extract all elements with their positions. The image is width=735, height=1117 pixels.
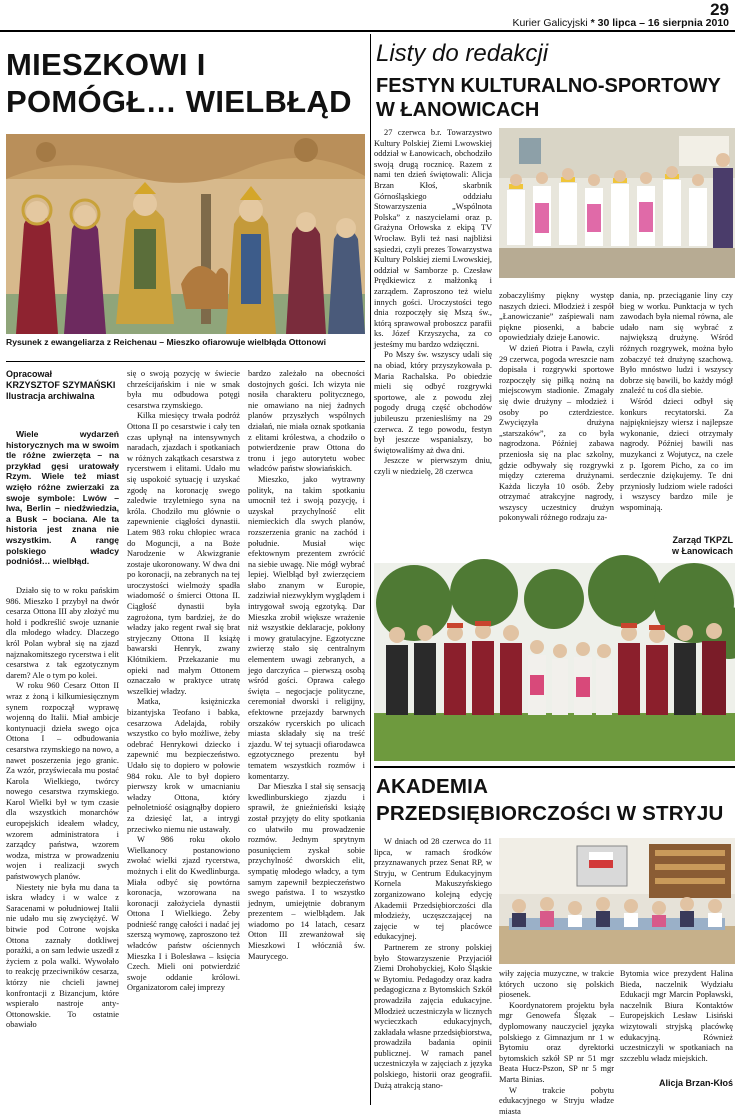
article3-column-1 — [374, 837, 492, 1103]
article1-paragraph: Niestety nie była mu dana ta iskra władcy i w walce z Saracenami w południowej Italii nie udało mu się zwyciężyć. W bitwie pod Cotrone wojska Ottona zaznały dotkliwej porażki, a on sam ledwie uszedł z życiem z pola walki. Wywołało to reakcję przeciwników cesarza, którzy nie chcieli jawnej konfrontacji z Bizancjum, które wspierało nastroje anty-Ottonowskie. To ostatnie obawiało — [6, 882, 119, 1030]
article3-column-3 — [620, 969, 733, 1073]
article3-title-line1: AKADEMIA — [376, 775, 489, 798]
manuscript-illustration — [6, 134, 365, 334]
article1-lede — [6, 429, 119, 581]
article1-paragraph: W 986 roku około Wielkanocy postanowiono zwołać wielki zjazd rycerstwa, możnych i elit do Kwedlinburga. Miała odbyć się powtórna koronacja, wzorowana na koronacji założyciela dynastii Ottona I Wielkiego. Żeby podnieść rangę całości i nadać jej szerszą wymowę, zaproszono też władców państw ościennych Mieszka I i Bolesława – księcia Czech. Mieli oni potwierdzić swoje oddanie królowi. Organizatorom całej imprezy — [127, 835, 240, 993]
classroom-photo — [499, 838, 735, 964]
article1-column-1 — [6, 586, 119, 1100]
publication-name: Kurier Galicyjski — [512, 17, 588, 29]
article1-column-2 — [127, 369, 240, 1100]
article1-paragraph: bardzo zależało na obecności dostojnych gości. Ich wizyta nie nosiła charakteru politycznego, nie omawiano na niej żadnych planów przyszłych wspólnych działań, nie miała oznak spotkania z elitami królestwa, a chodziło o potwierdzenie praw Ottona do tronu i jego autorytetu wobec władców państw słowiańskich. — [248, 369, 365, 474]
issue-dates: 30 lipca – 16 sierpnia 2010 — [597, 17, 729, 29]
manuscript-illustration-image — [6, 134, 365, 334]
article1-paragraph: się o swoją pozycję w świecie chrześcijańskim i nie w smak była mu odbudowa potęgi cesarstwa rzymskiego. — [127, 369, 240, 410]
article2-column-3 — [620, 291, 733, 536]
article2-column-1 — [374, 128, 492, 560]
section-rule — [374, 766, 735, 768]
article2-title-line1: FESTYN KULTURALNO-SPORTOWY — [376, 75, 721, 97]
article2-title-line2: W ŁANOWICACH — [376, 99, 540, 121]
article1-paragraph: Kilka miesięcy trwała podróż Ottona II po cesarstwie i cały ten czas upłynął na intensywnych naradach, zjazdach i spotkaniach w różnych zakątkach cesarstwa z rycerstwem i elitami. Udało mu się uspokoić sytuację i uzyskać zgodę na koronację swego zaledwie trzyletniego syna na króla. Chodziło mu głównie o zapewnienie ciągłości dynastii. Latem 983 roku chłopiec wraca do Moguncji, a na Boże Narodzenie w Akwizgranie zostaje ukoronowany. W dwa dni po koronacji, na zebranych na tej uroczystości wielmoży spadła wiadomość o śmierci Ottona II. Ciągłość dynastii była zagrożona, tym bardziej, że do władzy jako regent rwał się brat stryjeczny Ottona II książę bawarski Henryk, zwany Kłótnikiem. Przekazanie mu opieki nad małym Ottonem oznaczało w praktyce utratę wszelkiej władzy. — [127, 411, 240, 696]
byline-author: KRZYSZTOF SZYMAŃSKI — [6, 380, 116, 390]
article3-paragraph: W dniach od 28 czerwca do 11 lipca, w ramach środków przyznawanych przez Senat RP, w Stryju, w Centrum Edukacyjnym Kornela Makuszyńskiego zorganizowano kolejną edycję Akademii Przedsiębiorczości dla młodzieży, uczęszczającej na zajęcie w tej placówce edukacyjnej. — [374, 837, 492, 942]
article3-paragraph: wiły zajęcia muzyczne, w trakcie których uczono się polskich piosenek. — [499, 969, 614, 1000]
section-kicker: Listy do redakcji — [376, 40, 549, 67]
article3-paragraph: Bytomia wice prezydent Halina Bieda, naczelnik Wydziału Edukacji mgr Marcin Popławski, naczelnik Biura Kontaktów Europejskich Lesław Lisiński wizytowali stryjską placówkę edukacyjną. Również uczestniczyli w spotkaniach na szczeblu władz miejskich. — [620, 969, 733, 1063]
article1-paragraph: Działo się to w roku pańskim 986. Mieszko I przybył na dwór cesarza Ottona III aby złożyć mu hołd i podkreślić swoje uznanie dla młodego władcy. Dlaczego król Polan wybrał się na zjazd najznakomitszego rycerstwa i elit cesarstwa z tak egzotycznym darem? Ale o tym po kolei. — [6, 586, 119, 680]
header-rule — [0, 30, 735, 32]
classroom-photo-image — [499, 838, 735, 964]
article3-paragraph: Partnerem ze strony polskiej było Stowarzyszenie Przyjaciół Ziemi Drohobyckiej, Koło Śląskie w Bytomiu. Pedagodzy oraz kadra pedagogiczna z Bytomskich Szkół prowadziła zajęcia edukacyjne. Młodzież uczestniczyła w licznych wycieczkach edukacyjnych, zakładała własne przedsiębiorstwa, prowadziła badania opinii publicznej. W ramach panel uczestniczyła w zajęciach z języka polskiego, historii oraz geografii. Dużą atrakcją stano- — [374, 942, 492, 1090]
article1-paragraph: Dar Mieszka I stał się sensacją kwedlinburskiego zjazdu i sprawił, że gnieźnieński książę został przyjęty do elity spotkania co ułatwiło mu prowadzenie rozmów. Jednym sprytnym posunięciem zyskał sobie przychylność dworskich elit, sympatię młodego władcy, a tym samym zapewnił bezpieczeństwo swego państwa. I to wszystko jednym, umiejętnie dobranym prezentem – wielbłądem. Jak wiadomo po 14 latach, cesarz Otton III zrewanżował się Mieszkowi I włóczniå św. Maurycego. — [248, 782, 365, 961]
page-column-divider — [370, 34, 371, 1105]
lede-paragraph: Wiele wydarzeń historycznych ma w swoim tle różne zwierzęta – na przykład gęsi uratowały Rzym. Wiele też miast wzięło różne zwierzaki za swoje symbole: Lwów – lwa, Berlin – niedźwiedzia, a Busk – bociana. Ale ta historia jest znana nie wszystkim. A rangę polskiego władcy podniósł… wielbłąd. — [6, 429, 119, 567]
article2-paragraph: Po Mszy św. wszyscy udali się na obiad, który przyszykowała p. Maria Rachalska. Po obiedzie mieli się odbyć rozgrywki sportowe, ale z powodu złej pogody drugą część obchodów jubileuszu przeniesliśmy na 29 czerwca. Z tego powodu, festyn był jeszcze wspanialszy, bo świętowaliśmy aż dwa dni. — [374, 350, 492, 455]
article2-paragraph: zobaczyliśmy piękny występ naszych dzieci. Młodzież i zespół „Łanowiczanie” zaśpiewali nam piękne piosenki, a babcie opowiedziały dzieje Łanowic. — [499, 291, 614, 343]
signature-line1: Zarząd TKPZL — [672, 535, 733, 545]
caption-rule — [6, 361, 365, 362]
folk-ensemble-photo — [374, 563, 735, 761]
article3-signature: Alicja Brzan-Kłoś — [658, 1078, 733, 1088]
children-performance-photo — [499, 128, 735, 278]
byline-label: Opracował — [6, 369, 53, 379]
article3-paragraph: Koordynatorem projektu była mgr Genowefa Ślęzak – dyplomowany nauczyciel języka polskiego z Gimnazjum nr 1 w Bytomiu oraz dyrektorki bytomskich szkół SP nr 51 mgr Beata Hucz-Pszon, SP nr 5 mgr Marta Binias. — [499, 1000, 614, 1084]
article3-paragraph: W trakcie pobytu edukacyjnego w Stryju władze miasta — [499, 1085, 614, 1116]
article1-paragraph: W roku 960 Cesarz Otton II wraz z żoną i kilkumiesięcznym synem rozpoczął wyprawę wojenną do Italii. Miał ambicje kontynuacji dzieła swego ojca Ottona I – odbudowania cesarstwa rzymskiego na nowo, a nawet poszerzenia jego granic. Za wzór, przyświecała mu postać Karola Wielkiego, twórcy nowego cesarstwa rzymskiego. Karol Wielki był w tym czasie dla wszystkich monarchów europejskich ideałem władcy, wzorem administratora i zarządcy państwa, wzorem wodza, mistrza w prowadzeniu wojen i realizacji swych państwowych planów. — [6, 681, 119, 882]
article1-title — [6, 46, 366, 120]
masthead — [512, 17, 729, 29]
article2-paragraph: Jeszcze w pierwszym dniu, czyli w niedzielę, 28 czerwca — [374, 456, 492, 476]
signature-line2: w Łanowicach — [671, 546, 733, 556]
article2-column-2 — [499, 291, 614, 560]
masthead-separator: * — [590, 17, 595, 29]
article2-paragraph: Wśród dzieci odbył się konkurs recytatorski. Za najpiękniejszy wiersz i najlepsze wykonanie, dzieci otrzymały nagrody. Później bawili nas muzykanci z Wojutycz, na czele z p. Igorem Picho, za co im serdecznie dziękujemy. Te dni przyniosły ludziom wiele radości i wszyscy bardzo mile je wspominają. — [620, 396, 733, 512]
folk-ensemble-photo-image — [374, 563, 735, 761]
article2-signature — [600, 535, 733, 557]
article1-column-3 — [248, 369, 365, 1100]
article1-title-line1: MIESZKOWI I — [6, 47, 206, 82]
article3-title — [376, 773, 735, 827]
article1-byline — [6, 369, 119, 402]
article2-paragraph: W dzień Piotra i Pawła, czyli 29 czerwca, pogoda wreszcie nam dopisała i rozgrywki sportowe rozpoczęły się piłką nożną na miejscowym stadionie. Zmagały się dwie drużyny – młodzież i osoby po czterdziestce. Zwycięzyła drużyna „starszaków”, za co była nagrodzona. Później zabawa przeniosła się na plac szkolny, gdzie odbywały się rozgrywki między czterema drużynami. Każda liczyła 10 osób. Żeby otrzymać atrakcyjne nagrody, wszyscy uczestnicy drużyn pokonywali różnego rodzaju za- — [499, 343, 614, 523]
article1-paragraph: Mieszko, jako wytrawny polityk, na takim spotkaniu umocnił też i swoją pozycję, i uzyskał przychylność elit niemieckich dla swych planów, rozszerzenia granic na zachód i południe. Musiał więc efektownym prezentem zwrócić na siebie uwagę. Nie mógł wybrać lepiej. Wielbłąd był zwierzęciem słabo znanym w Europie, zadziwiał niezwykłym wyglądem i intrygował swoją egzotyką. Dar Mieszka zrobił większe wrażenie niż wszystkie deklaracje, pokłony i mowy gratulacyjne. Egzotyczne zwierzę stało się centralnym elementem uwagi zebranych, a jego darczyńca – pierwszą osobą wśród gości. Oprawa całego święta – negocjacje polityczne, ceremoniał dworski i religijny, efektowne przejazdy barwnych orszaków rycerskich po ulicach miasta składały się na treść zjazdu. W tej sytuacji ofiarodawca egzotycznego prezentu był tematem wszystkich rozmów i komentarzy. — [248, 474, 365, 781]
page-number: 29 — [710, 0, 729, 19]
article1-paragraph: Matka, księżniczka bizantyjska Teofano i babka, cesarzowa Adelajda, robiły wszystko co było możliwe, żeby odebrać Henrykowi dziecko i zapewnić mu bezpieczeństwo. Udało się to dopiero w połowie 984 roku. Ale to był dopiero pierwszy krok w umacnianiu władzy Ottona, który pełnoletniość osiągnąłby dopiero za dziesięć lat, a intrygi przeciwko niemu nie ustawały. — [127, 697, 240, 834]
article3-title-line2: PRZEDSIĘBIORCZOŚCI W STRYJU — [376, 802, 724, 825]
article1-title-line2: POMÓGŁ… WIELBŁĄD — [6, 84, 352, 119]
article2-title — [376, 74, 731, 122]
article2-paragraph: dania, np. przeciąganie liny czy bieg w worku. Punktacja w tych zawodach była niemal równa, ale udało nam się wybrać z największą drużynę. Wśród różnych rozgrywek, można było zobaczyć też drużynę szachową. Było mnóstwo ludzi i wszyscy dobrze się bawili, bo każdy mógł znaleźć tu coś dla siebie. — [620, 291, 733, 396]
children-performance-photo-image — [499, 128, 735, 278]
image-caption: Rysunek z ewangeliarza z Reichenau – Mieszko ofiarowuje wielbłąda Ottonowi — [6, 337, 326, 347]
illustration-note: Ilustracja archiwalna — [6, 391, 95, 401]
article2-paragraph: 27 czerwca b.r. Towarzystwo Kultury Polskiej Ziemi Lwowskiej oddział w Łanowicach, obchodziło swoją drugą rocznicę. Razem z nami ten dzień świętowali: Alicja Brzan Kłoś, skarbnik Górnośląskiego oddziału Stowarzyszenia „Wspólnota Polska” z naszycielami oraz p. Grażyna Orłowska z ekipą TV Wrocław. Byli też nasi najbliżsi sąsiedzi, czyli prezes Towarzystwa Kultury Polskiej ziemi Lwowskiej, oddział w Samborze p. Czesław Prędkiewicz z małżonką i zarządem. Zaproszono też wielu innych gości. Uroczystości tego dnia rozpoczęły się Mszą św., którą sprawował proboszcz parafii ks. Józef Krzyszycha, za co jesteśmy mu bardzo wdzięczni. — [374, 128, 492, 349]
article3-column-2 — [499, 969, 614, 1116]
